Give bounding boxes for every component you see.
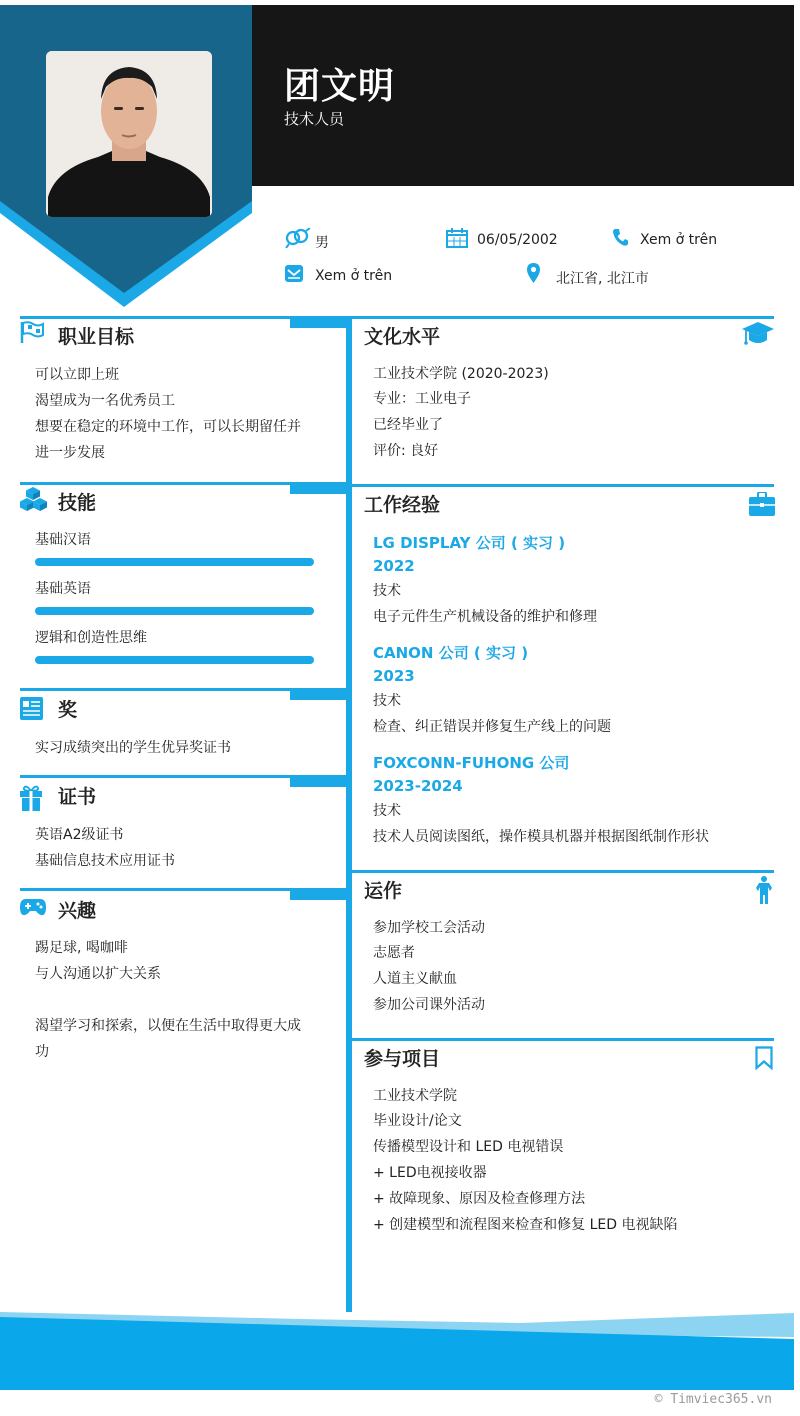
job-description: 技术人员阅读图纸，操作模具机器并根据图纸制作形状 bbox=[373, 829, 709, 845]
career-line: 进一步发展 bbox=[35, 445, 105, 461]
gift-icon bbox=[20, 785, 42, 811]
graduation-cap-icon bbox=[742, 322, 774, 348]
job-company: FOXCONN-FUHONG 公司 bbox=[373, 754, 570, 772]
gender-value: 男 bbox=[315, 235, 329, 251]
hobbies-tab bbox=[290, 891, 346, 900]
calendar-icon bbox=[446, 228, 468, 248]
job-year: 2023 bbox=[373, 667, 415, 685]
avatar bbox=[46, 51, 212, 217]
cubes-icon bbox=[20, 487, 47, 512]
project-line: + 创建模型和流程图来检查和修复 LED 电视缺陷 bbox=[373, 1217, 678, 1233]
footer-credit: © Timviec365.vn bbox=[654, 1392, 772, 1407]
job-description: 检查、纠正错误并修复生产线上的问题 bbox=[373, 719, 611, 735]
certs-title: 证书 bbox=[58, 786, 97, 808]
project-line: 毕业设计/论文 bbox=[373, 1113, 462, 1129]
skill-bar bbox=[35, 558, 314, 566]
address-value: 北江省, 北江市 bbox=[556, 271, 649, 287]
profile-name: 团文明 bbox=[284, 66, 396, 107]
job-year: 2022 bbox=[373, 557, 415, 575]
skill-label: 基础英语 bbox=[35, 581, 91, 597]
education-line: 评价: 良好 bbox=[373, 443, 439, 459]
birthday-value: 06/05/2002 bbox=[477, 232, 558, 248]
job-company: LG DISPLAY 公司 ( 实习 ) bbox=[373, 534, 566, 552]
job-description: 电子元件生产机械设备的维护和修理 bbox=[373, 609, 597, 625]
activity-line: 志愿者 bbox=[373, 945, 415, 961]
hobby-line: 与人沟通以扩大关系 bbox=[35, 966, 161, 982]
experience-title: 工作经验 bbox=[364, 494, 441, 516]
job-position: 技术 bbox=[373, 803, 401, 819]
portrait-photo bbox=[46, 51, 212, 217]
awards-tab bbox=[290, 691, 346, 700]
activities-divider bbox=[352, 870, 774, 873]
activity-line: 人道主义献血 bbox=[373, 971, 457, 987]
project-line: 工业技术学院 bbox=[373, 1088, 457, 1104]
career-line: 想要在稳定的环境中工作，可以长期留任并 bbox=[35, 419, 301, 435]
project-line: + LED电视接收器 bbox=[373, 1165, 487, 1181]
career-title: 职业目标 bbox=[58, 326, 135, 348]
job-position: 技术 bbox=[373, 583, 401, 599]
email-icon bbox=[285, 265, 303, 282]
cert-line: 英语A2级证书 bbox=[35, 827, 124, 843]
hobby-line: 渴望学习和探索，以便在生活中取得更大成 bbox=[35, 1018, 301, 1034]
skill-bar bbox=[35, 607, 314, 615]
email-value: Xem ở trên bbox=[315, 268, 393, 284]
education-divider bbox=[352, 316, 774, 319]
award-line: 实习成绩突出的学生优异奖证书 bbox=[35, 740, 231, 756]
career-tab bbox=[290, 319, 346, 328]
profile-role: 技术人员 bbox=[284, 110, 345, 128]
education-line: 专业：工业电子 bbox=[373, 391, 471, 407]
gamepad-icon bbox=[20, 898, 46, 916]
awards-title: 奖 bbox=[58, 699, 78, 721]
project-line: + 故障现象、原因及检查修理方法 bbox=[373, 1191, 586, 1207]
career-line: 可以立即上班 bbox=[35, 367, 119, 383]
phone-value: Xem ở trên bbox=[640, 232, 718, 248]
certificate-card-icon bbox=[20, 697, 43, 720]
education-line: 工业技术学院 (2020-2023) bbox=[373, 366, 549, 382]
flag-icon bbox=[20, 321, 44, 343]
hobby-line: 功 bbox=[35, 1044, 49, 1060]
certs-tab bbox=[290, 778, 346, 787]
education-title: 文化水平 bbox=[364, 326, 441, 348]
skill-label: 基础汉语 bbox=[35, 532, 91, 548]
footer-wave bbox=[0, 1305, 800, 1395]
column-divider bbox=[346, 316, 352, 1326]
bookmark-icon bbox=[755, 1046, 773, 1070]
job-year: 2023-2024 bbox=[373, 777, 463, 795]
career-line: 渴望成为一名优秀员工 bbox=[35, 393, 175, 409]
cert-line: 基础信息技术应用证书 bbox=[35, 853, 175, 869]
briefcase-icon bbox=[749, 492, 775, 516]
job-company: CANON 公司 ( 实习 ) bbox=[373, 644, 529, 662]
location-icon bbox=[527, 263, 540, 283]
phone-icon bbox=[612, 228, 628, 246]
skill-bar bbox=[35, 656, 314, 664]
projects-divider bbox=[352, 1038, 774, 1041]
hobby-line: 踢足球, 喝咖啡 bbox=[35, 940, 128, 956]
job-position: 技术 bbox=[373, 693, 401, 709]
project-line: 传播模型设计和 LED 电视错误 bbox=[373, 1139, 564, 1155]
skills-title: 技能 bbox=[58, 492, 97, 514]
gender-icon bbox=[284, 228, 312, 248]
experience-divider bbox=[352, 484, 774, 487]
skills-tab bbox=[290, 485, 346, 494]
skill-label: 逻辑和创造性思维 bbox=[35, 630, 147, 646]
activity-line: 参加学校工会活动 bbox=[373, 920, 485, 936]
activity-line: 参加公司课外活动 bbox=[373, 997, 485, 1013]
education-line: 已经毕业了 bbox=[373, 417, 443, 433]
person-icon bbox=[756, 876, 772, 904]
activities-title: 运作 bbox=[364, 880, 403, 902]
hobbies-title: 兴趣 bbox=[58, 900, 97, 922]
projects-title: 参与项目 bbox=[364, 1048, 441, 1070]
